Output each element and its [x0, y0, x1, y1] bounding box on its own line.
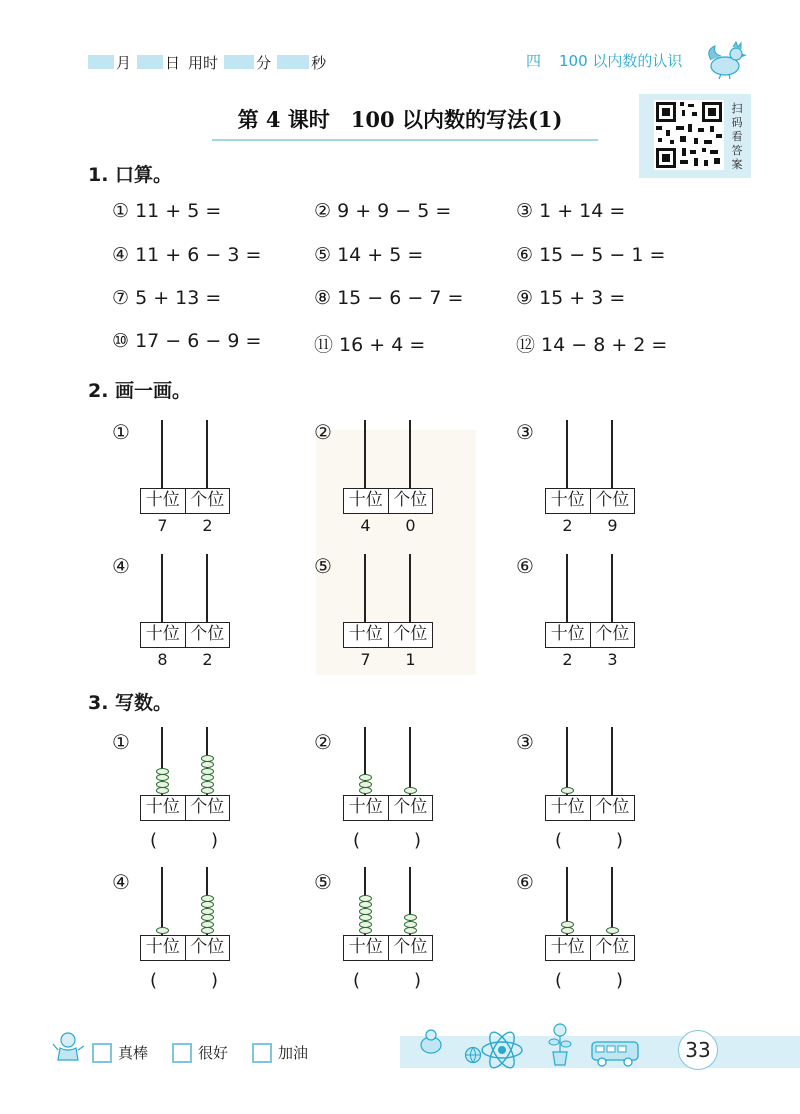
second-blank[interactable]: [277, 55, 309, 69]
answer-blank[interactable]: ( ): [555, 970, 624, 991]
ones-bead: [404, 787, 417, 794]
ones-bead: [201, 908, 214, 915]
ones-digit: 2: [202, 650, 213, 669]
ones-label: 个位: [185, 489, 230, 513]
place-value-box: [140, 795, 230, 821]
place-value-box: [140, 935, 230, 961]
ones-label: 个位: [388, 489, 433, 513]
tens-bead: [561, 927, 574, 934]
ones-rod[interactable]: [206, 554, 208, 622]
rating-checkbox[interactable]: [172, 1043, 192, 1063]
answer-blank[interactable]: ( ): [150, 970, 219, 991]
tens-bead: [359, 774, 372, 781]
ones-label: 个位: [185, 936, 230, 960]
tens-label: 十位: [550, 797, 585, 817]
ones-rod: [611, 727, 613, 795]
ones-label: 个位: [388, 796, 433, 820]
draw-abacus[interactable]: [545, 420, 637, 535]
bead-abacus: [140, 867, 232, 977]
tens-rod: [566, 727, 568, 795]
digit-row: [140, 650, 230, 669]
write-item-number: ⑤: [314, 870, 332, 894]
date-time-record: [88, 52, 332, 72]
problem-2: ② 9 + 9 − 5 =: [314, 200, 452, 222]
section2-heading: 2. 画一画。: [88, 380, 192, 402]
rating-label: 真棒: [118, 1044, 149, 1062]
ones-label: 个位: [388, 936, 433, 960]
draw-item-number: ④: [112, 554, 130, 578]
tens-label: 十位: [550, 490, 585, 510]
tens-bead: [561, 921, 574, 928]
ones-bead: [404, 927, 417, 934]
digit-row: [545, 516, 635, 535]
ones-bead: [201, 781, 214, 788]
chick-icon: [418, 1028, 444, 1056]
problem-6: ⑥ 15 − 5 − 1 =: [516, 244, 666, 266]
ones-bead: [201, 787, 214, 794]
ones-rod[interactable]: [611, 420, 613, 488]
tens-digit: 7: [360, 650, 371, 669]
rooster-illustration-icon: [703, 40, 751, 80]
bead-abacus: [140, 727, 232, 837]
atom-icon: [480, 1028, 524, 1072]
problem-4: ④ 11 + 6 − 3 =: [112, 244, 262, 266]
write-item-number: ②: [314, 730, 332, 754]
place-value-box: [140, 488, 230, 514]
month-blank[interactable]: [88, 55, 114, 69]
problem-1: ① 11 + 5 =: [112, 200, 222, 222]
rating-label: 很好: [198, 1044, 229, 1062]
draw-item-number: ⑥: [516, 554, 534, 578]
child-figure-icon: [52, 1030, 86, 1066]
tens-label: 十位: [145, 490, 180, 510]
place-value-box: [343, 935, 433, 961]
bead-abacus: [545, 867, 637, 977]
place-value-box: [343, 795, 433, 821]
problem-12: ⑫ 14 − 8 + 2 =: [516, 334, 668, 356]
tens-digit: 2: [562, 650, 573, 669]
tens-label: 十位: [550, 624, 585, 644]
bead-abacus: [545, 727, 637, 837]
bus-icon: [590, 1038, 640, 1068]
ones-label: 个位: [590, 623, 635, 647]
place-value-box: [545, 622, 635, 648]
tens-digit: 7: [157, 516, 168, 535]
write-item-number: ①: [112, 730, 130, 754]
ones-label: 个位: [185, 796, 230, 820]
tens-bead: [359, 787, 372, 794]
ones-label: 个位: [590, 796, 635, 820]
rating-checkbox[interactable]: [92, 1043, 112, 1063]
tens-label: 十位: [348, 797, 383, 817]
tens-bead: [359, 895, 372, 902]
ones-bead: [606, 927, 619, 934]
ones-bead: [201, 901, 214, 908]
tens-rod: [161, 867, 163, 935]
tens-bead: [156, 774, 169, 781]
page-number: 33: [678, 1030, 718, 1070]
draw-abacus[interactable]: [140, 420, 232, 535]
ones-bead: [404, 921, 417, 928]
tens-bead: [156, 787, 169, 794]
tens-rod[interactable]: [161, 554, 163, 622]
answer-blank[interactable]: ( ): [353, 970, 422, 991]
write-item-number: ⑥: [516, 870, 534, 894]
digit-row: [343, 516, 433, 535]
tens-bead: [359, 921, 372, 928]
ones-bead: [201, 921, 214, 928]
ones-rod: [409, 727, 411, 795]
ones-digit: 3: [607, 650, 618, 669]
ones-digit: 0: [405, 516, 416, 535]
ones-bead: [404, 914, 417, 921]
second-label: 秒: [311, 53, 327, 72]
tens-rod[interactable]: [566, 420, 568, 488]
minute-label: 分: [256, 53, 272, 72]
answer-blank[interactable]: ( ): [353, 830, 422, 851]
qr-code-icon[interactable]: [654, 100, 724, 170]
minute-blank[interactable]: [224, 55, 254, 69]
tens-label: 十位: [145, 797, 180, 817]
tens-digit: 4: [360, 516, 371, 535]
chapter-title: 100 以内数的认识: [559, 52, 683, 70]
rating-good[interactable]: [172, 1042, 228, 1063]
tens-bead: [359, 927, 372, 934]
draw-abacus[interactable]: [343, 420, 435, 535]
time-used-label: 用时: [188, 53, 219, 72]
place-value-box: [343, 488, 433, 514]
draw-item-number: ②: [314, 420, 332, 444]
rating-label: 加油: [278, 1044, 309, 1062]
ones-rod[interactable]: [611, 554, 613, 622]
ones-bead: [201, 914, 214, 921]
tens-bead: [156, 781, 169, 788]
ones-bead: [201, 768, 214, 775]
ones-label: 个位: [185, 623, 230, 647]
day-label: 日: [165, 53, 181, 72]
tens-label: 十位: [348, 490, 383, 510]
ones-label: 个位: [590, 489, 635, 513]
ones-bead: [201, 761, 214, 768]
draw-abacus[interactable]: [140, 554, 232, 669]
ones-rod[interactable]: [409, 420, 411, 488]
tens-label: 十位: [348, 937, 383, 957]
tens-digit: 8: [157, 650, 168, 669]
tens-bead: [561, 787, 574, 794]
section1-heading: 1. 口算。: [88, 164, 173, 186]
tens-bead: [359, 781, 372, 788]
tens-label: 十位: [145, 937, 180, 957]
ones-rod[interactable]: [409, 554, 411, 622]
tens-bead: [359, 901, 372, 908]
tens-label: 十位: [348, 624, 383, 644]
ones-bead: [201, 755, 214, 762]
lesson-title: 第 4 课时 100 以内数的写法(1): [237, 107, 563, 132]
write-item-number: ③: [516, 730, 534, 754]
digit-row: [140, 516, 230, 535]
draw-abacus[interactable]: [545, 554, 637, 669]
tens-rod[interactable]: [161, 420, 163, 488]
ones-rod[interactable]: [206, 420, 208, 488]
rating-keep-going[interactable]: [252, 1042, 308, 1063]
potted-plant-icon: [546, 1022, 574, 1066]
problem-7: ⑦ 5 + 13 =: [112, 287, 222, 309]
rating-checkbox[interactable]: [252, 1043, 272, 1063]
place-value-box: [343, 622, 433, 648]
tens-bead: [359, 908, 372, 915]
problem-10: ⑩ 17 − 6 − 9 =: [112, 330, 262, 352]
problem-11: ⑪ 16 + 4 =: [314, 334, 426, 356]
answer-blank[interactable]: ( ): [555, 830, 624, 851]
tens-label: 十位: [145, 624, 180, 644]
problem-5: ⑤ 14 + 5 =: [314, 244, 424, 266]
day-blank[interactable]: [137, 55, 163, 69]
tens-rod[interactable]: [364, 420, 366, 488]
section3-heading: 3. 写数。: [88, 692, 173, 714]
draw-item-number: ③: [516, 420, 534, 444]
tens-bead: [359, 914, 372, 921]
digit-row: [343, 650, 433, 669]
write-item-number: ④: [112, 870, 130, 894]
chapter-heading: [526, 50, 682, 71]
bead-abacus: [343, 867, 435, 977]
digit-row: [545, 650, 635, 669]
draw-abacus[interactable]: [343, 554, 435, 669]
month-label: 月: [116, 53, 132, 72]
place-value-box: [545, 935, 635, 961]
ones-label: 个位: [388, 623, 433, 647]
ones-bead: [201, 927, 214, 934]
problem-9: ⑨ 15 + 3 =: [516, 287, 626, 309]
place-value-box: [545, 488, 635, 514]
qr-caption: 扫码看答案: [731, 102, 743, 171]
tens-label: 十位: [550, 937, 585, 957]
problem-3: ③ 1 + 14 =: [516, 200, 626, 222]
tens-rod[interactable]: [364, 554, 366, 622]
problem-8: ⑧ 15 − 6 − 7 =: [314, 287, 464, 309]
ones-digit: 1: [405, 650, 416, 669]
draw-item-number: ⑤: [314, 554, 332, 578]
answer-blank[interactable]: ( ): [150, 830, 219, 851]
draw-item-number: ①: [112, 420, 130, 444]
tens-bead: [156, 927, 169, 934]
ones-digit: 2: [202, 516, 213, 535]
ones-bead: [201, 774, 214, 781]
rating-great[interactable]: [92, 1042, 148, 1063]
place-value-box: [140, 622, 230, 648]
chapter-number: 四: [526, 52, 542, 70]
tens-bead: [156, 768, 169, 775]
title-underline: [212, 139, 598, 141]
ones-rod: [611, 867, 613, 935]
ones-digit: 9: [607, 516, 618, 535]
place-value-box: [545, 795, 635, 821]
tens-rod[interactable]: [566, 554, 568, 622]
ones-bead: [201, 895, 214, 902]
bead-abacus: [343, 727, 435, 837]
ones-label: 个位: [590, 936, 635, 960]
tens-digit: 2: [562, 516, 573, 535]
